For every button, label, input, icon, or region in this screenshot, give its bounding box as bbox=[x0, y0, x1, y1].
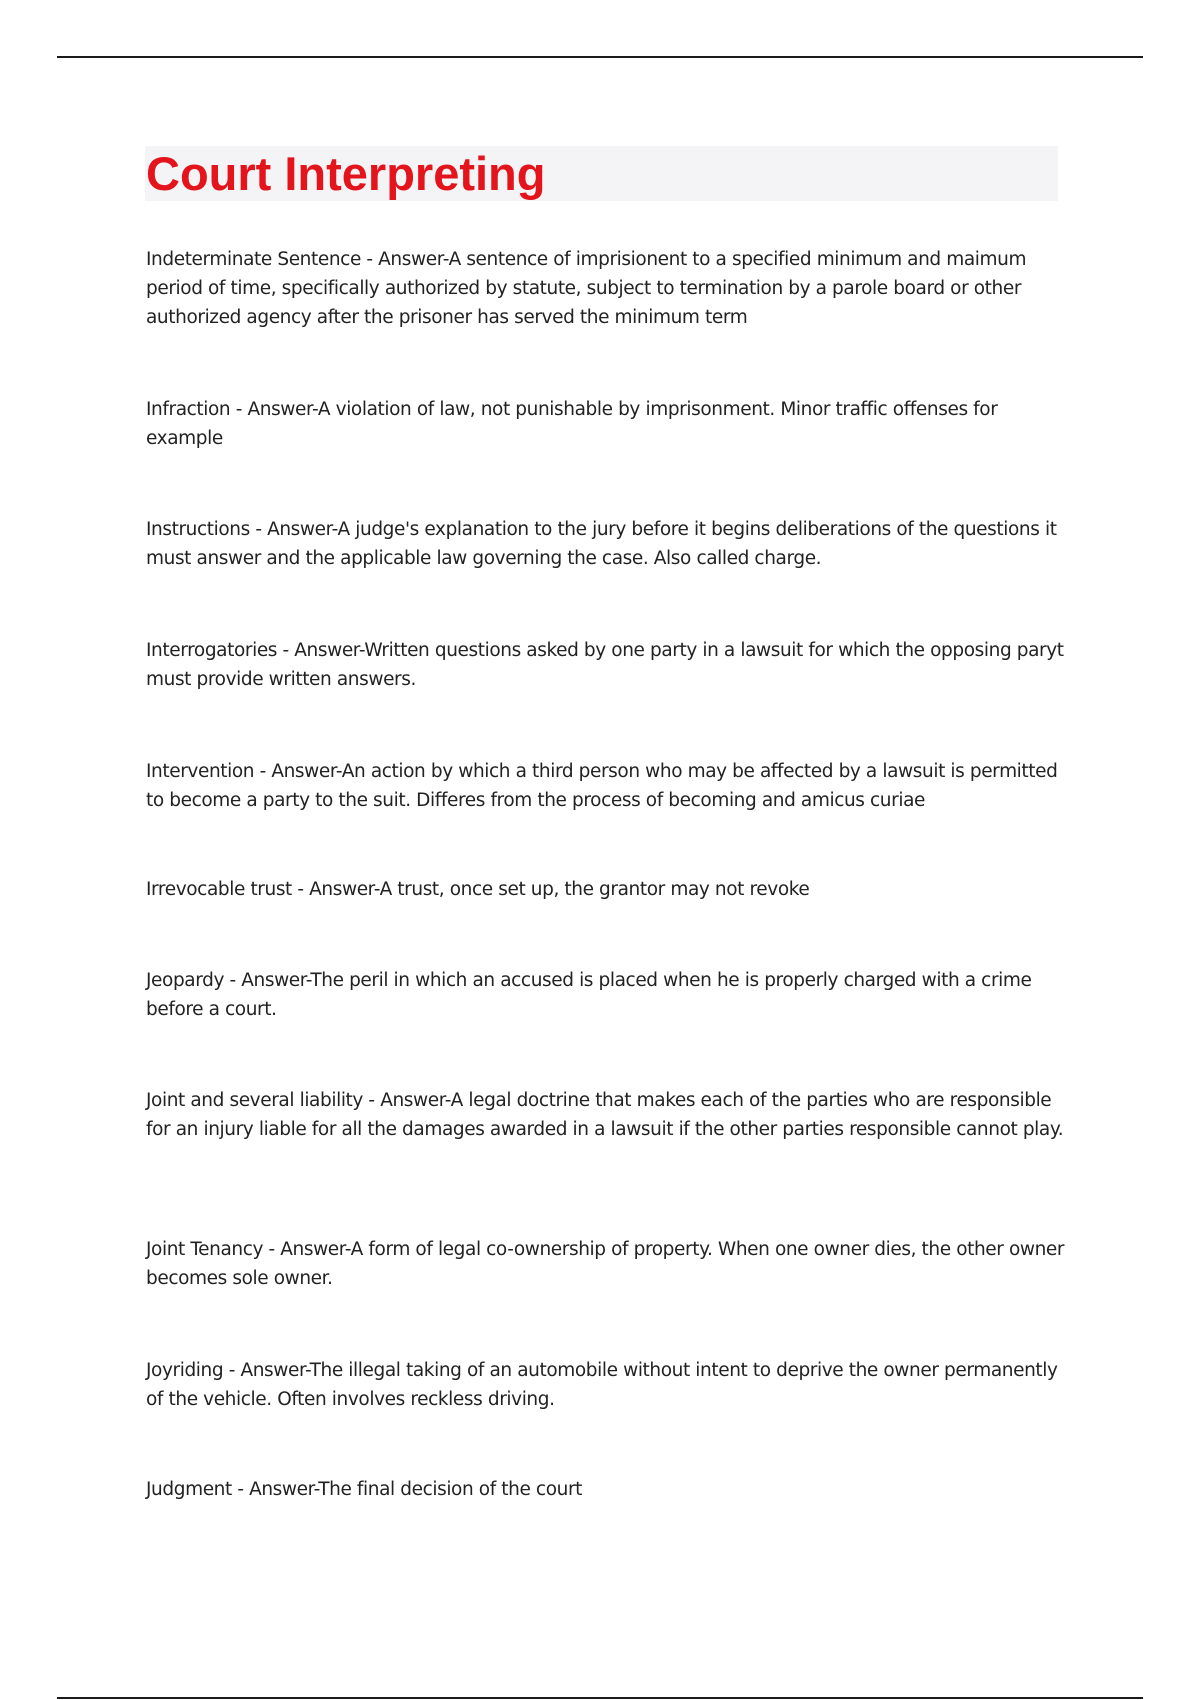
top-rule bbox=[57, 56, 1143, 58]
glossary-entry-infraction: Infraction - Answer-A violation of law, not punishable by imprisonment. Minor traffic offenses for example bbox=[146, 399, 998, 449]
page-title: Court Interpreting bbox=[146, 147, 546, 200]
glossary-entry-interrogatories: Interrogatories - Answer-Written questions asked by one party in a lawsuit for which the opposing paryt must provide written answers. bbox=[146, 640, 1064, 690]
glossary-entry-joint-and-several-liability: Joint and several liability - Answer-A legal doctrine that makes each of the parties who are responsible for an injury liable for all the damages awarded in a lawsuit if the other parties responsible cannot play. bbox=[146, 1090, 1064, 1140]
glossary-entry-irrevocable-trust: Irrevocable trust - Answer-A trust, once set up, the grantor may not revoke bbox=[146, 879, 810, 900]
glossary-entry-intervention: Intervention - Answer-An action by which a third person who may be affected by a lawsuit is permitted to become a party to the suit. Differes from the process of becoming and amicus curiae bbox=[146, 761, 1058, 811]
glossary-entry-joyriding: Joyriding - Answer-The illegal taking of an automobile without intent to deprive the owner permanently of the vehicle. Often involves reckless driving. bbox=[146, 1360, 1058, 1410]
bottom-rule bbox=[57, 1697, 1143, 1699]
glossary-entry-joint-tenancy: Joint Tenancy - Answer-A form of legal co-ownership of property. When one owner dies, the other owner becomes sole owner. bbox=[146, 1239, 1065, 1289]
glossary-entry-judgment: Judgment - Answer-The final decision of the court bbox=[146, 1479, 583, 1500]
glossary-entry-jeopardy: Jeopardy - Answer-The peril in which an accused is placed when he is properly charged with a crime before a court. bbox=[146, 970, 1032, 1020]
glossary-entry-instructions: Instructions - Answer-A judge's explanation to the jury before it begins deliberations of the questions it must answer and the applicable law governing the case. Also called charge. bbox=[146, 519, 1057, 569]
glossary-entry-indeterminate-sentence: Indeterminate Sentence - Answer-A sentence of imprisionent to a specified minimum and maimum period of time, specifically authorized by statute, subject to termination by a parole board or other authorized agency after the prisoner has served the minimum term bbox=[146, 249, 1027, 328]
